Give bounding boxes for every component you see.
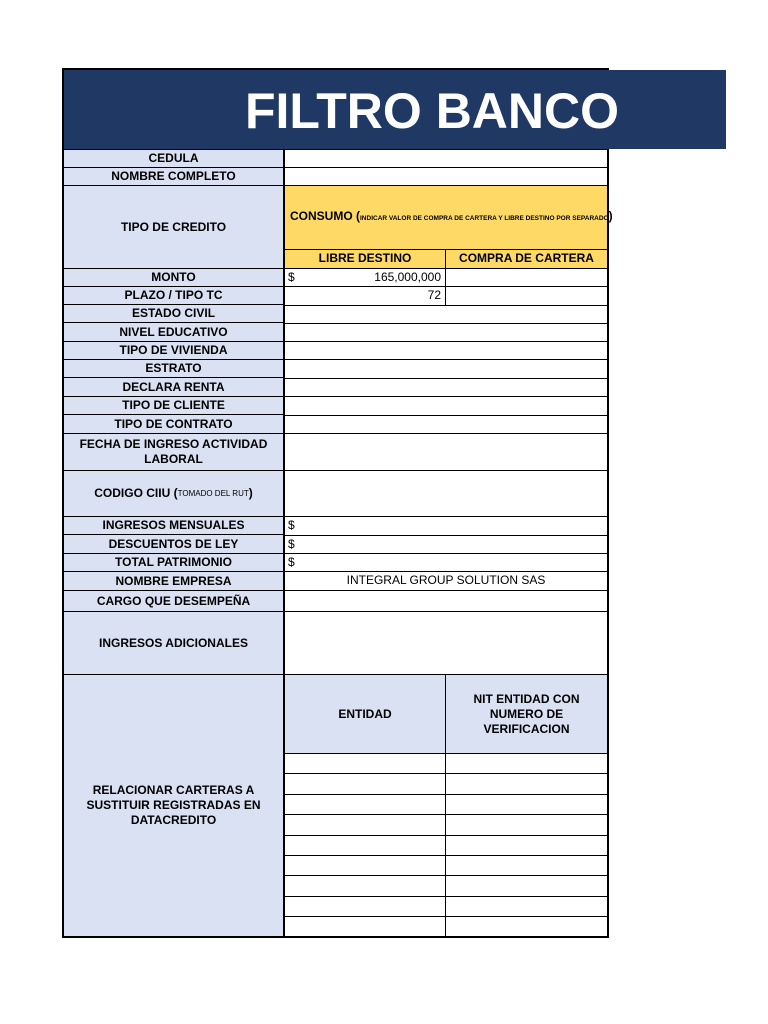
plazo-value[interactable]: 72: [427, 288, 441, 302]
row-line: [284, 535, 608, 536]
monto-currency: $: [288, 270, 295, 284]
label-nombre-empresa: NOMBRE EMPRESA: [63, 571, 284, 591]
consumo-label-close: ): [608, 209, 613, 223]
label-tipo-contrato: TIPO DE CONTRATO: [63, 414, 284, 434]
consumo-label-text: CONSUMO (: [290, 209, 360, 223]
consumo-label: [290, 209, 613, 226]
page-title: FILTRO BANCO: [245, 83, 620, 139]
label-codigo-ciiu: [63, 470, 284, 517]
row-line: [284, 433, 608, 434]
row-line: [284, 516, 608, 517]
table-row-line: [284, 814, 608, 815]
label-tipo-credito: TIPO DE CREDITO: [63, 185, 284, 269]
total-patrimonio-currency[interactable]: $: [288, 555, 295, 569]
label-descuentos-ley: DESCUENTOS DE LEY: [63, 534, 284, 554]
label-tipo-cliente: TIPO DE CLIENTE: [63, 396, 284, 415]
label-codigo-ciiu-text: CODIGO CIIU (: [94, 486, 178, 500]
label-estado-civil: ESTADO CIVIL: [63, 304, 284, 323]
nombre-empresa-value[interactable]: INTEGRAL GROUP SOLUTION SAS: [346, 573, 546, 587]
row-line: [284, 149, 608, 150]
consumo-note: INDICAR VALOR DE COMPRA DE CARTERA Y LIBRE DESTINO POR SEPARADO: [360, 215, 609, 222]
label-declara-renta: DECLARA RENTA: [63, 377, 284, 397]
table-row-line: [284, 753, 608, 754]
entidad-header: ENTIDAD: [285, 675, 445, 753]
row-line: [284, 286, 608, 287]
col-line: [445, 674, 446, 937]
table-row-line: [284, 916, 608, 917]
label-monto: MONTO: [63, 268, 284, 287]
descuentos-ley-currency[interactable]: $: [288, 537, 295, 551]
label-nivel-educativo: NIVEL EDUCATIVO: [63, 322, 284, 342]
row-line: [284, 470, 608, 471]
table-row-line: [284, 896, 608, 897]
ingresos-mensuales-currency[interactable]: $: [288, 518, 295, 532]
table-row-line: [284, 835, 608, 836]
label-codigo-ciiu-close: ): [248, 486, 253, 500]
label-nombre-completo: NOMBRE COMPLETO: [63, 167, 284, 186]
row-line: [284, 611, 608, 612]
nit-header: NIT ENTIDAD CON NUMERO DE VERIFICACION: [446, 675, 607, 753]
label-total-patrimonio: TOTAL PATRIMONIO: [63, 553, 284, 572]
row-line: [284, 553, 608, 554]
col-line: [445, 249, 446, 306]
row-line: [284, 359, 608, 360]
monto-value[interactable]: 165,000,000: [374, 270, 441, 284]
row-line: [284, 167, 608, 168]
row-line: [284, 590, 608, 591]
label-fecha-ingreso: FECHA DE INGRESO ACTIVIDAD LABORAL: [63, 433, 284, 471]
row-line: [284, 571, 608, 572]
table-row-line: [284, 875, 608, 876]
label-cedula: CEDULA: [63, 149, 284, 168]
label-plazo: PLAZO / TIPO TC: [63, 286, 284, 305]
label-ingresos-mensuales: INGRESOS MENSUALES: [63, 516, 284, 535]
compra-cartera-header: COMPRA DE CARTERA: [459, 251, 594, 265]
row-line: [284, 305, 608, 306]
label-tipo-vivienda: TIPO DE VIVIENDA: [63, 341, 284, 360]
row-line: [284, 268, 608, 269]
libre-destino-header: LIBRE DESTINO: [318, 251, 412, 265]
label-cargo: CARGO QUE DESEMPEÑA: [63, 590, 284, 612]
row-line: [284, 415, 608, 416]
table-row-line: [284, 773, 608, 774]
label-codigo-ciiu-note: TOMADO DEL RUT: [177, 489, 249, 498]
table-row-line: [284, 794, 608, 795]
table-row-line: [284, 855, 608, 856]
row-line: [284, 396, 608, 397]
label-relacionar-carteras: RELACIONAR CARTERAS A SUSTITUIR REGISTRADAS EN DATACREDITO: [63, 674, 284, 937]
label-estrato: ESTRATO: [63, 359, 284, 378]
row-line: [284, 323, 608, 324]
row-line: [284, 341, 608, 342]
label-ingresos-adicionales: INGRESOS ADICIONALES: [63, 611, 284, 675]
row-line: [284, 378, 608, 379]
